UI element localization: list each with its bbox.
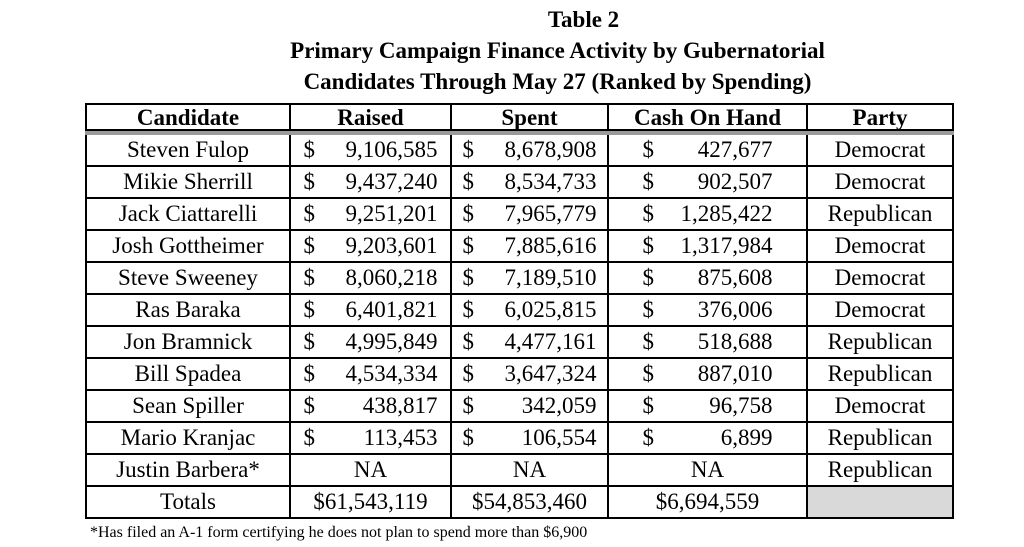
footnote: *Has filed an A-1 form certifying he does not plan to spend more than $6,900 bbox=[90, 524, 588, 541]
spent-amount: 8,678,908 bbox=[504, 137, 597, 162]
currency-symbol: $ bbox=[462, 425, 474, 450]
spent-cell bbox=[451, 422, 608, 454]
currency-symbol: $ bbox=[462, 329, 474, 354]
table-row bbox=[86, 166, 953, 198]
raised-cell bbox=[290, 294, 451, 326]
cash-cell bbox=[608, 166, 807, 198]
cash-cell bbox=[608, 390, 807, 422]
party-cell: Democrat bbox=[807, 262, 953, 294]
raised-amount: 113,453 bbox=[363, 425, 438, 450]
raised-cell bbox=[290, 198, 451, 230]
spent-cell bbox=[451, 358, 608, 390]
table-row bbox=[86, 422, 953, 454]
currency-symbol: $ bbox=[303, 137, 315, 162]
party-cell: Republican bbox=[807, 454, 953, 486]
spent-cell bbox=[451, 133, 608, 166]
raised-cell bbox=[290, 166, 451, 198]
currency-symbol: $ bbox=[462, 201, 474, 226]
spent-amount: 6,025,815 bbox=[504, 297, 597, 322]
column-header-party: Party bbox=[807, 104, 953, 133]
cash-amount: 6,899 bbox=[720, 425, 773, 450]
totals-label-cell: Totals bbox=[86, 486, 290, 518]
table-row bbox=[86, 358, 953, 390]
party-cell: Republican bbox=[807, 358, 953, 390]
spent-cell bbox=[451, 326, 608, 358]
spent-amount: 4,477,161 bbox=[504, 329, 597, 354]
currency-symbol: $ bbox=[303, 169, 315, 194]
currency-symbol: $ bbox=[462, 361, 474, 386]
spent-amount: 8,534,733 bbox=[504, 169, 597, 194]
raised-cell bbox=[290, 262, 451, 294]
raised-cell bbox=[290, 390, 451, 422]
cash-amount: 1,317,984 bbox=[680, 233, 773, 258]
currency-symbol: $ bbox=[642, 329, 654, 354]
candidate-cell: Mario Kranjac bbox=[86, 422, 290, 454]
raised-amount: 4,995,849 bbox=[345, 329, 438, 354]
party-cell: Republican bbox=[807, 198, 953, 230]
finance-table bbox=[85, 103, 954, 519]
currency-symbol: $ bbox=[462, 265, 474, 290]
party-cell: Democrat bbox=[807, 294, 953, 326]
table-row bbox=[86, 133, 953, 166]
raised-amount: 4,534,334 bbox=[345, 361, 438, 386]
currency-symbol: $ bbox=[303, 233, 315, 258]
candidate-cell: Bill Spadea bbox=[86, 358, 290, 390]
currency-symbol: $ bbox=[303, 265, 315, 290]
raised-amount: 438,817 bbox=[362, 393, 438, 418]
candidate-cell: Josh Gottheimer bbox=[86, 230, 290, 262]
currency-symbol: $ bbox=[642, 137, 654, 162]
party-cell: Democrat bbox=[807, 390, 953, 422]
column-header-raised: Raised bbox=[290, 104, 451, 133]
cash-cell bbox=[608, 133, 807, 166]
raised-cell bbox=[290, 230, 451, 262]
raised-cell bbox=[290, 358, 451, 390]
spent-amount: 342,059 bbox=[521, 393, 597, 418]
currency-symbol: $ bbox=[303, 393, 315, 418]
cash-amount: 518,688 bbox=[697, 329, 773, 354]
candidate-cell: Ras Baraka bbox=[86, 294, 290, 326]
table-row bbox=[86, 198, 953, 230]
party-cell: Republican bbox=[807, 422, 953, 454]
totals-raised-cell: $61,543,119 bbox=[290, 486, 451, 518]
currency-symbol: $ bbox=[303, 329, 315, 354]
spent-amount: 7,189,510 bbox=[504, 265, 597, 290]
table-row bbox=[86, 262, 953, 294]
table-title-line2: Primary Campaign Finance Activity by Gubernatorial bbox=[290, 38, 825, 63]
totals-party-empty-cell bbox=[807, 486, 953, 518]
raised-amount: 9,251,201 bbox=[345, 201, 438, 226]
cash-cell bbox=[608, 326, 807, 358]
candidate-cell: Jack Ciattarelli bbox=[86, 198, 290, 230]
raised-amount: 6,401,821 bbox=[345, 297, 438, 322]
title-block bbox=[90, 4, 1024, 97]
raised-amount: 9,437,240 bbox=[345, 169, 438, 194]
currency-symbol: $ bbox=[303, 297, 315, 322]
currency-symbol: $ bbox=[642, 169, 654, 194]
spent-cell bbox=[451, 166, 608, 198]
currency-symbol: $ bbox=[462, 137, 474, 162]
currency-symbol: $ bbox=[642, 233, 654, 258]
spent-cell bbox=[451, 294, 608, 326]
currency-symbol: $ bbox=[303, 425, 315, 450]
cash-cell bbox=[608, 230, 807, 262]
currency-symbol: $ bbox=[642, 265, 654, 290]
cash-amount: 427,677 bbox=[697, 137, 773, 162]
table-number-title: Table 2 bbox=[547, 7, 620, 32]
currency-symbol: $ bbox=[462, 393, 474, 418]
spent-amount: 106,554 bbox=[521, 425, 597, 450]
spent-cell bbox=[451, 390, 608, 422]
candidate-cell: Mikie Sherrill bbox=[86, 166, 290, 198]
spent-amount: 7,965,779 bbox=[504, 201, 597, 226]
party-cell: Republican bbox=[807, 326, 953, 358]
party-cell: Democrat bbox=[807, 133, 953, 166]
currency-symbol: $ bbox=[642, 201, 654, 226]
cash-cell bbox=[608, 198, 807, 230]
spent-cell-na: NA bbox=[451, 454, 608, 486]
cash-cell bbox=[608, 262, 807, 294]
cash-amount: 376,006 bbox=[697, 297, 773, 322]
cash-amount: 96,758 bbox=[709, 393, 773, 418]
cash-amount: 875,608 bbox=[697, 265, 773, 290]
party-cell: Democrat bbox=[807, 230, 953, 262]
currency-symbol: $ bbox=[642, 361, 654, 386]
raised-amount: 9,106,585 bbox=[345, 137, 438, 162]
raised-cell bbox=[290, 326, 451, 358]
currency-symbol: $ bbox=[462, 297, 474, 322]
table-row bbox=[86, 294, 953, 326]
column-header-cash-on-hand: Cash On Hand bbox=[608, 104, 807, 133]
table-row bbox=[86, 454, 953, 486]
cash-cell bbox=[608, 358, 807, 390]
raised-amount: 9,203,601 bbox=[345, 233, 438, 258]
table-row bbox=[86, 326, 953, 358]
spent-amount: 3,647,324 bbox=[504, 361, 597, 386]
spent-cell bbox=[451, 230, 608, 262]
currency-symbol: $ bbox=[303, 361, 315, 386]
cash-amount: 887,010 bbox=[697, 361, 773, 386]
totals-cash-cell: $6,694,559 bbox=[608, 486, 807, 518]
candidate-cell: Steve Sweeney bbox=[86, 262, 290, 294]
totals-row bbox=[86, 486, 953, 518]
column-header-candidate: Candidate bbox=[86, 104, 290, 133]
currency-symbol: $ bbox=[642, 393, 654, 418]
totals-spent-cell: $54,853,460 bbox=[451, 486, 608, 518]
candidate-cell: Sean Spiller bbox=[86, 390, 290, 422]
raised-cell-na: NA bbox=[290, 454, 451, 486]
spent-cell bbox=[451, 198, 608, 230]
raised-cell bbox=[290, 133, 451, 166]
header-row bbox=[86, 104, 953, 133]
raised-amount: 8,060,218 bbox=[345, 265, 438, 290]
table-title-line3: Candidates Through May 27 (Ranked by Spending) bbox=[303, 69, 812, 94]
currency-symbol: $ bbox=[642, 297, 654, 322]
currency-symbol: $ bbox=[462, 169, 474, 194]
currency-symbol: $ bbox=[642, 425, 654, 450]
candidate-cell: Steven Fulop bbox=[86, 133, 290, 166]
raised-cell bbox=[290, 422, 451, 454]
spent-cell bbox=[451, 262, 608, 294]
cash-amount: 902,507 bbox=[697, 169, 773, 194]
cash-amount: 1,285,422 bbox=[680, 201, 773, 226]
cash-cell bbox=[608, 294, 807, 326]
cash-cell-na: NA bbox=[608, 454, 807, 486]
column-header-spent: Spent bbox=[451, 104, 608, 133]
table-row bbox=[86, 230, 953, 262]
currency-symbol: $ bbox=[303, 201, 315, 226]
table-row bbox=[86, 390, 953, 422]
currency-symbol: $ bbox=[462, 233, 474, 258]
spent-amount: 7,885,616 bbox=[504, 233, 597, 258]
cash-cell bbox=[608, 422, 807, 454]
candidate-cell: Jon Bramnick bbox=[86, 326, 290, 358]
party-cell: Democrat bbox=[807, 166, 953, 198]
candidate-cell: Justin Barbera* bbox=[86, 454, 290, 486]
